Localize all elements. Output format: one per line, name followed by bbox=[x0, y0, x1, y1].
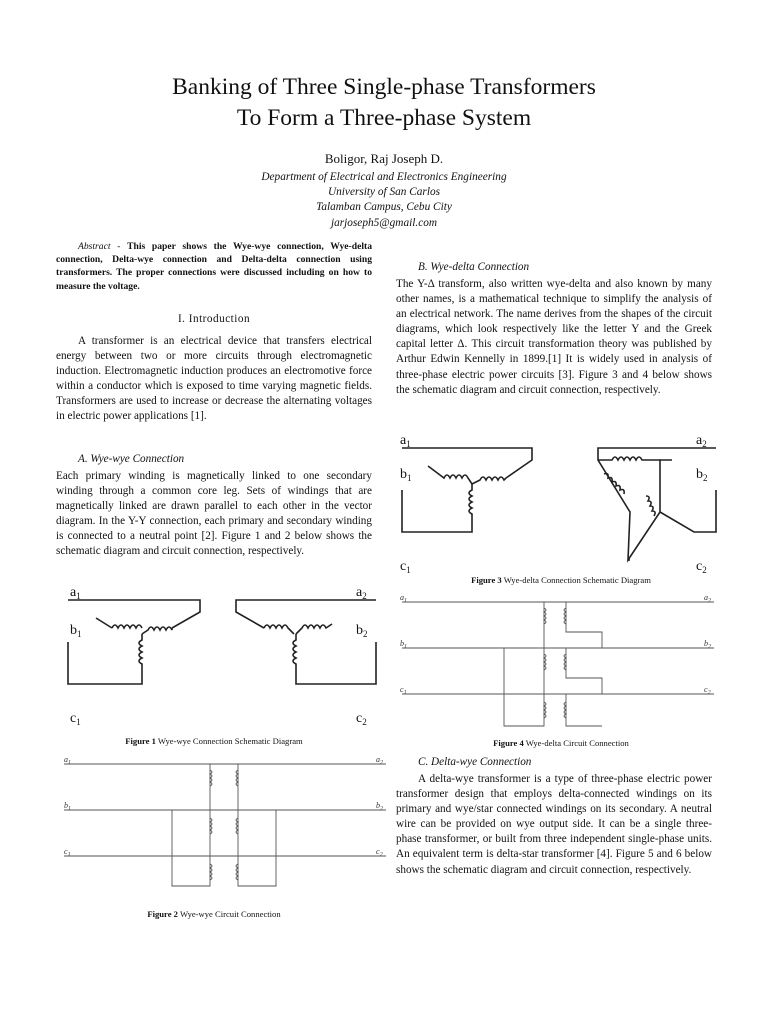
subsection-heading-delta-wye: C. Delta-wye Connection bbox=[418, 756, 532, 768]
subsection-heading-wye-wye: A. Wye-wye Connection bbox=[78, 453, 185, 465]
fig1-label-b1: $b_1$ bbox=[70, 623, 82, 639]
fig1-left-wire-a bbox=[68, 600, 200, 628]
fig1-left-coil-a bbox=[142, 627, 172, 634]
fig1-right-coil-c bbox=[293, 634, 296, 672]
fig1-left-coil-b bbox=[112, 625, 142, 628]
section-heading-introduction: I. Introduction bbox=[177, 313, 251, 325]
paper-title bbox=[0, 72, 768, 134]
fig2-label-b2: $b_2$ bbox=[376, 801, 383, 812]
fig4-label-b2: $b_2$ bbox=[704, 639, 711, 650]
affiliation bbox=[0, 170, 768, 231]
fig4-label-b1: $b_1$ bbox=[400, 639, 407, 650]
fig4-label-a2: $a_2$ bbox=[704, 593, 711, 604]
fig4-label-a1: $a_1$ bbox=[400, 593, 407, 604]
fig3-label-a2: $a_2$ bbox=[696, 433, 707, 449]
abstract-label: Abstract - bbox=[78, 241, 128, 252]
fig1-right-wire-bc bbox=[296, 642, 376, 684]
fig4-label-c1: $c_1$ bbox=[400, 685, 407, 696]
fig1-label-c1: $c_1$ bbox=[70, 711, 81, 727]
fig2-label-a1: $a_1$ bbox=[64, 755, 71, 766]
fig1-right-coil-b bbox=[296, 624, 332, 634]
abstract bbox=[56, 240, 372, 293]
author-name: Boligor, Raj Joseph D. bbox=[324, 151, 444, 166]
figure-1-wye-wye-schematic bbox=[60, 584, 376, 727]
figure-2-wye-wye-circuit bbox=[60, 754, 390, 894]
fig1-right-coil-a bbox=[264, 625, 294, 634]
delta-wye-paragraph bbox=[396, 772, 712, 878]
fig3-label-b1: $b_1$ bbox=[400, 467, 412, 483]
fig1-right-wire-a bbox=[236, 600, 376, 628]
fig1-label-a1: $a_1$ bbox=[70, 585, 81, 601]
wye-delta-text: The Y-Δ transform, also written wye-delta and also known by many other names, is a mathematical technique to simplify the analysis of an electrical network. The name derives from the shapes of the circuit diagrams, which look respectively like the letter Y and the Greek capital letter Δ. This circuit transformation theory was published by Arthur Edwin Kennelly in 1899.[1] It is widely used in analysis of three-phase electric power circuits [3]. Figure 3 and 4 below shows the schematic diagram and circuit connection, respectively. bbox=[396, 278, 712, 396]
fig3-label-c2: $c_2$ bbox=[696, 559, 707, 575]
subsection-heading-wye-delta: B. Wye-delta Connection bbox=[418, 261, 530, 273]
title-line-2: To Form a Three-phase System bbox=[236, 105, 532, 131]
fig2-label-a2: $a_2$ bbox=[376, 755, 383, 766]
figure-4-caption: Figure 4 Wye-delta Circuit Connection bbox=[493, 738, 629, 748]
fig3-label-c1: $c_1$ bbox=[400, 559, 411, 575]
figure-3-caption: Figure 3 Wye-delta Connection Schematic Diagram bbox=[471, 575, 651, 585]
affiliation-campus: Talamban Campus, Cebu City bbox=[316, 201, 452, 214]
fig3-label-a1: $a_1$ bbox=[400, 433, 411, 449]
fig4-label-c2: $c_2$ bbox=[704, 685, 711, 696]
figure-2-caption: Figure 2 Wye-wye Circuit Connection bbox=[147, 909, 281, 919]
wye-wye-paragraph bbox=[56, 469, 372, 560]
fig1-left-coil-c bbox=[139, 634, 142, 672]
fig1-label-c2: $c_2$ bbox=[356, 711, 367, 727]
title-line-1: Banking of Three Single-phase Transformers bbox=[172, 74, 596, 100]
affiliation-dept: Department of Electrical and Electronics Engineering bbox=[261, 171, 507, 183]
figure-3-wye-delta-schematic bbox=[398, 432, 716, 575]
fig2-label-b1: $b_1$ bbox=[64, 801, 71, 812]
fig3-label-b2: $b_2$ bbox=[696, 467, 708, 483]
figure-1-caption: Figure 1 Wye-wye Connection Schematic Diagram bbox=[125, 736, 303, 746]
fig1-label-b2: $b_2$ bbox=[356, 623, 368, 639]
affiliation-email: jarjoseph5@gmail.com bbox=[330, 216, 438, 229]
wye-wye-text: Each primary winding is magnetically linked to one secondary winding through a common core leg. Sets of windings that are magnetically linked are drawn parallel to each other in the vector diagram. In the Y-Y connection, each primary and secondary winding is connected to a neutral point [2]. Figure 1 and 2 below shows the schematic diagram and circuit connection, respectively. bbox=[56, 470, 372, 558]
delta-wye-text: A delta-wye transformer is a type of three-phase electric power transformer design that employs delta-connected windings on its primary and wye/star connected windings on its secondary. A neutral wire can be provided on wye output side. It can be a single three-phase transformer, or built from three independent single-phase units. An equivalent term is delta-star transformer [4]. Figure 5 and 6 below shows the schematic diagram and circuit connection, respectively. bbox=[396, 773, 712, 876]
fig2-label-c2: $c_2$ bbox=[376, 847, 383, 858]
intro-paragraph bbox=[56, 334, 372, 425]
figure-4-wye-delta-circuit bbox=[398, 592, 718, 732]
fig1-left-wire-bc bbox=[68, 642, 142, 684]
fig2-label-c1: $c_1$ bbox=[64, 847, 71, 858]
intro-text: A transformer is an electrical device that transfers electrical energy between two or more circuits through electromagnetic induction. Electromagnetic induction produces an electromotive force within a conductor which is exposed to time varying magnetic fields. Transformers are used to increase or decrease the alternating voltages in electric power applications [1]. bbox=[56, 335, 372, 423]
fig1-label-a2: $a_2$ bbox=[356, 585, 367, 601]
wye-delta-paragraph bbox=[396, 277, 712, 398]
abstract-text: This paper shows the Wye-wye connection, Wye-delta connection, Delta-wye connection and Delta-delta connection using transformers. The proper connections were discussed including on how to measure the voltage. bbox=[56, 241, 372, 292]
affiliation-univ: University of San Carlos bbox=[327, 186, 441, 199]
